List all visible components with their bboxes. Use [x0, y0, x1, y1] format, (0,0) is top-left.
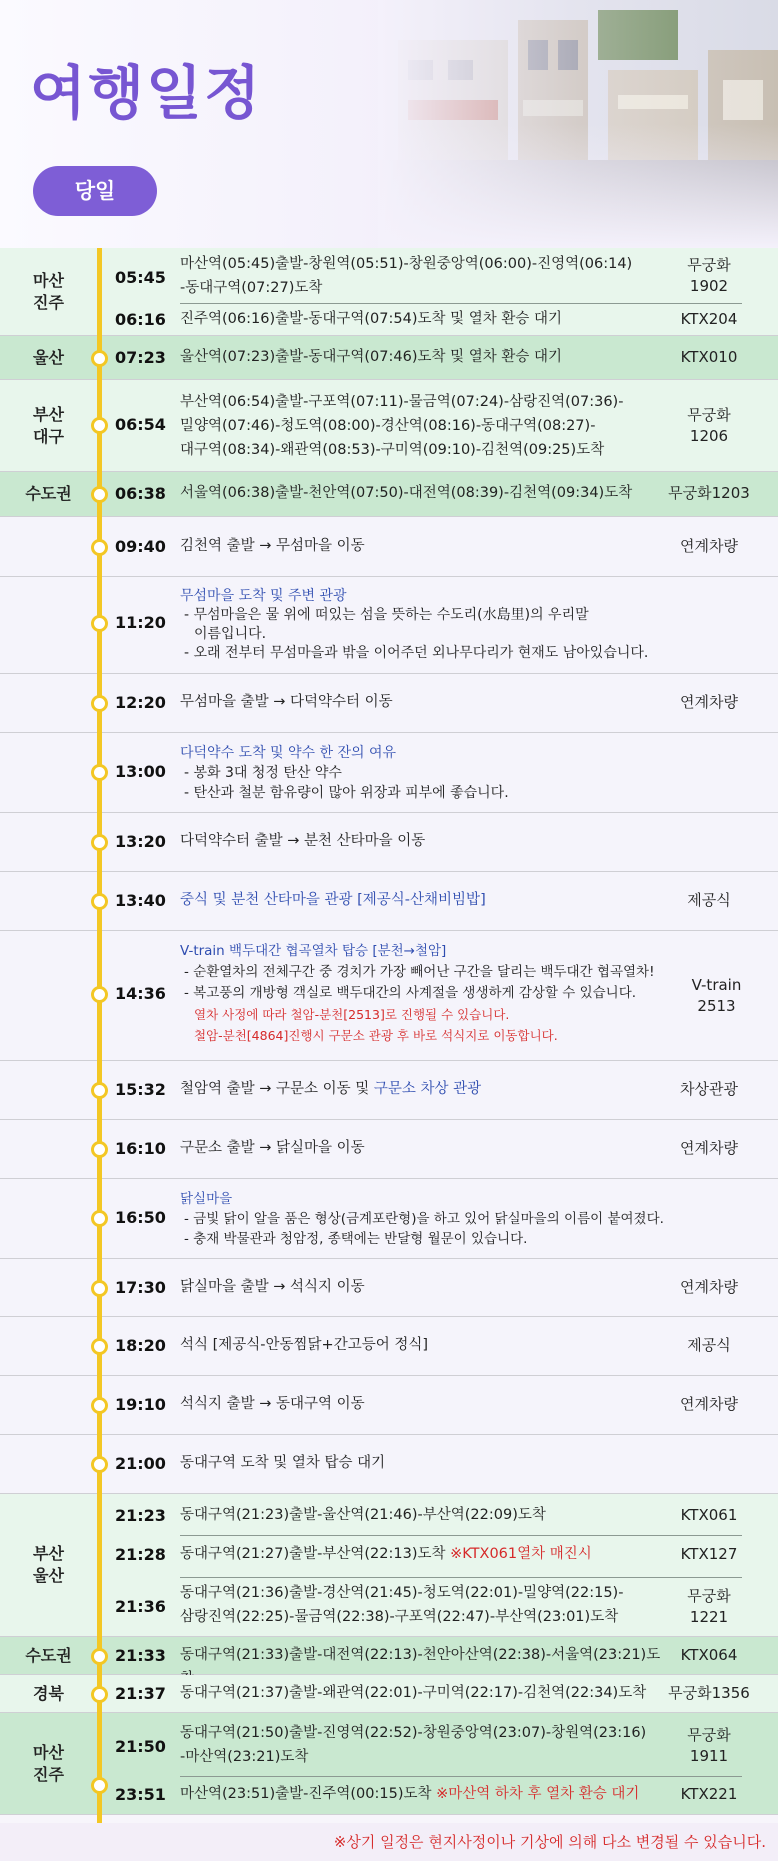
- timeline-dot: [91, 1280, 108, 1297]
- schedule-row-1532: [0, 1061, 778, 1120]
- schedule-row-busan-evening: [0, 1494, 778, 1637]
- activity-description: 다덕약수 도착 및 약수 한 잔의 여유 - 봉화 3대 청정 탄산 약수 - 탄산과 철분 함유량이 많아 위장과 피부에 좋습니다.: [180, 745, 509, 801]
- page-title: 여행일정: [30, 59, 263, 127]
- time-label: 21:50: [115, 1737, 166, 1756]
- route-description: 마산역(23:51)출발-진주역(00:15)도착 ※마산역 하차 후 열차 환승 대기: [180, 1786, 640, 1802]
- timeline-dot: [91, 1777, 108, 1794]
- header-banner: [0, 0, 778, 248]
- time-label: 21:37: [115, 1684, 166, 1703]
- transport-label: 연계차량: [680, 1278, 738, 1296]
- route-description: 마산역(05:45)출발-창원역(05:51)-창원중앙역(06:00)-진영역(06:14) -동대구역(07:27)도착: [180, 256, 633, 296]
- train-label: 무궁화1356: [668, 1684, 750, 1702]
- route-description: 동대구역(21:50)출발-진영역(22:52)-창원중앙역(23:07)-창원역(23:16) -마산역(23:21)도착: [180, 1725, 647, 1765]
- route-description: 구문소 출발 → 닭실마을 이동: [180, 1140, 365, 1156]
- route-description: 서울역(06:38)출발-천안역(07:50)-대전역(08:39)-김천역(09:34)도착: [180, 485, 633, 501]
- train-label: KTX064: [680, 1646, 738, 1664]
- route-description: 김천역 출발 → 무섬마을 이동: [180, 538, 365, 554]
- route-description: 무섬마을 출발 → 다덕약수터 이동: [180, 694, 393, 710]
- schedule-row-masan-evening: [0, 1713, 778, 1815]
- time-label: 21:00: [115, 1454, 166, 1473]
- time-label: 13:40: [115, 891, 166, 910]
- timeline-dot: [91, 1210, 108, 1227]
- timeline-dot: [91, 986, 108, 1003]
- train-label: 무궁화 1911: [687, 1726, 731, 1765]
- route-description: 닭실마을 출발 → 석식지 이동: [180, 1279, 365, 1295]
- schedule-row-1730: [0, 1259, 778, 1317]
- route-description: 동대구역 도착 및 열차 탑승 대기: [180, 1455, 386, 1471]
- timeline-dot: [91, 1397, 108, 1414]
- schedule-row-masan-morning: [0, 248, 778, 336]
- activity-description: 닭실마을 - 금빛 닭이 알을 품은 형상(금계포란형)을 하고 있어 닭실마을의 이름이 붙여졌다. - 충재 박물관과 청암정, 종택에는 반달형 월문이 있습니다.: [180, 1191, 664, 1247]
- train-label: KTX221: [680, 1785, 738, 1803]
- transport-label: 연계차량: [680, 1139, 738, 1157]
- street-background-illustration: [378, 0, 778, 248]
- time-label: 18:20: [115, 1336, 166, 1355]
- region-label: 마산 진주: [33, 1742, 64, 1784]
- train-label: KTX010: [680, 348, 738, 366]
- timeline-dot: [91, 350, 108, 367]
- region-label: 수도권: [25, 484, 72, 503]
- time-label: 07:23: [115, 348, 166, 367]
- time-label: 12:20: [115, 693, 166, 712]
- schedule-row-1220: [0, 674, 778, 733]
- schedule-row-sudo-morning: [0, 472, 778, 517]
- schedule-row-sudo-evening: [0, 1637, 778, 1675]
- region-label: 부산 울산: [33, 1544, 64, 1585]
- route-description: 동대구역(21:23)출발-울산역(21:46)-부산역(22:09)도착: [180, 1507, 546, 1523]
- timeline-dot: [91, 893, 108, 910]
- time-label: 09:40: [115, 537, 166, 556]
- schedule-row-1300: [0, 733, 778, 813]
- route-description: 다덕약수터 출발 → 분천 산타마을 이동: [180, 833, 426, 849]
- time-label: 21:33: [115, 1646, 166, 1665]
- train-label: KTX204: [680, 310, 738, 328]
- region-label: 마산 진주: [33, 270, 64, 312]
- time-label: 21:23: [115, 1506, 166, 1525]
- transport-label: 연계차량: [680, 537, 738, 555]
- route-description: 울산역(07:23)출발-동대구역(07:46)도착 및 열차 환승 대기: [180, 349, 562, 365]
- transport-label: 제공식: [687, 1336, 731, 1354]
- schedule-row-1436: [0, 931, 778, 1061]
- schedule-row-busan-morning: [0, 380, 778, 472]
- time-label: 06:38: [115, 484, 166, 503]
- route-description: 동대구역(21:36)출발-경산역(21:45)-청도역(22:01)-밀양역(22:15)- 삼랑진역(22:25)-물금역(22:38)-구포역(22:47)-부산역(23:01)도착: [180, 1585, 624, 1625]
- timeline-dot: [91, 1648, 108, 1665]
- timeline-dot: [91, 834, 108, 851]
- time-label: 16:10: [115, 1139, 166, 1158]
- train-label: KTX061: [680, 1506, 738, 1524]
- activity-description: 석식 [제공식-안동찜닭+간고등어 정식]: [180, 1337, 429, 1353]
- day-badge: 당일: [33, 166, 157, 216]
- transport-label: 연계차량: [680, 1395, 738, 1413]
- train-label: KTX127: [680, 1545, 738, 1563]
- time-label: 23:51: [115, 1785, 166, 1804]
- schedule-row-gyeongbuk-evening: [0, 1675, 778, 1713]
- schedule-row-1910: [0, 1376, 778, 1435]
- schedule-row-1320: [0, 813, 778, 872]
- region-label: 울산: [33, 347, 64, 367]
- time-label: 06:16: [115, 310, 166, 329]
- timeline-dot: [91, 539, 108, 556]
- route-description: 철암역 출발 → 구문소 이동 및 구문소 차상 관광: [180, 1081, 482, 1097]
- train-label: V-train 2513: [691, 976, 742, 1015]
- timeline-dot: [91, 1456, 108, 1473]
- route-description: 동대구역(21:33)출발-대전역(22:13)-천안아산역(22:38)-서울역(23:21)도: [180, 1647, 661, 1663]
- timeline-dot: [91, 1686, 108, 1703]
- timeline-line: [97, 248, 102, 1823]
- time-label: 21:36: [115, 1597, 166, 1616]
- train-label: 무궁화 1902: [687, 256, 731, 295]
- schedule-row-1120: [0, 577, 778, 674]
- footnote-notice: ※상기 일정은 현지사정이나 기상에 의해 다소 변경될 수 있습니다.: [0, 1823, 778, 1861]
- time-label: 16:50: [115, 1208, 166, 1227]
- timeline-dot: [91, 1141, 108, 1158]
- schedule-row-0940: [0, 517, 778, 577]
- activity-description: 중식 및 분천 산타마을 관광 [제공식-산채비빔밥]: [180, 892, 486, 908]
- route-description: 석식지 출발 → 동대구역 이동: [180, 1396, 365, 1412]
- time-label: 15:32: [115, 1080, 166, 1099]
- activity-description: V-train 백두대간 협곡열차 탑승 [분천→철암] - 순환열차의 전체구간 중 경치가 가장 빼어난 구간을 달리는 백두대간 협곡열차! - 복고풍의 개방형 객실로 백두대간의 사계절을 생생하게 감상할 수 있습니다. 열차 사정에 따라 철암-분천[2513]로 진행될 수 있습니다. 철암-분천[4864]진행시 구문소 관광 후 바로 석식지로 이동합니다.: [180, 943, 655, 1043]
- timeline-dot: [91, 417, 108, 434]
- region-label: 수도권: [25, 1645, 72, 1665]
- time-label: 19:10: [115, 1395, 166, 1414]
- time-label: 17:30: [115, 1278, 166, 1297]
- schedule-row-1610: [0, 1120, 778, 1179]
- timeline-dot: [91, 1338, 108, 1355]
- timeline-dot: [91, 695, 108, 712]
- train-label: 무궁화1203: [668, 484, 750, 502]
- region-label: 경북: [33, 1683, 64, 1703]
- time-label: 21:28: [115, 1545, 166, 1564]
- transport-label: 차상관광: [680, 1080, 738, 1098]
- schedule-row-1340: [0, 872, 778, 931]
- route-description: 부산역(06:54)출발-구포역(07:11)-물금역(07:24)-삼랑진역(07:36)- 밀양역(07:46)-청도역(08:00)-경산역(08:16)-동대구역(08:27)- 대구역(08:34)-왜관역(08:53)-구미역(09:10)-김천역(09:25)도착: [180, 394, 624, 458]
- timeline-dot: [91, 486, 108, 503]
- transport-label: 연계차량: [680, 693, 738, 711]
- timeline-dot: [91, 615, 108, 632]
- timeline-dot: [91, 1082, 108, 1099]
- transport-label: 제공식: [687, 891, 731, 909]
- schedule-row-1650: [0, 1179, 778, 1259]
- time-label: 06:54: [115, 415, 166, 434]
- timeline-dot: [91, 764, 108, 781]
- time-label: 05:45: [115, 268, 166, 287]
- train-label: 무궁화 1206: [687, 406, 731, 445]
- activity-description: 무섬마을 도착 및 주변 관광 - 무섬마을은 물 위에 떠있는 섬을 뜻하는 수도리(水島里)의 우리말 이름입니다. - 오래 전부터 무섬마을과 밖을 이어주던 외나무다리가 현재도 남아있습니다.: [180, 588, 649, 661]
- train-label: 무궁화 1221: [687, 1587, 731, 1626]
- schedule-table: [0, 248, 778, 1815]
- route-description: 진주역(06:16)출발-동대구역(07:54)도착 및 열차 환승 대기: [180, 311, 562, 327]
- time-label: 13:20: [115, 832, 166, 851]
- time-label: 14:36: [115, 984, 166, 1003]
- time-label: 13:00: [115, 762, 166, 781]
- route-description: 동대구역(21:37)출발-왜관역(22:01)-구미역(22:17)-김천역(22:34)도착: [180, 1685, 647, 1701]
- schedule-row-1820: [0, 1317, 778, 1376]
- region-label: 부산 대구: [33, 404, 64, 446]
- schedule-row-ulsan-morning: [0, 336, 778, 380]
- route-description: 동대구역(21:27)출발-부산역(22:13)도착 ※KTX061열차 매진시: [180, 1546, 592, 1562]
- time-label: 11:20: [115, 613, 166, 632]
- schedule-row-2100: [0, 1435, 778, 1494]
